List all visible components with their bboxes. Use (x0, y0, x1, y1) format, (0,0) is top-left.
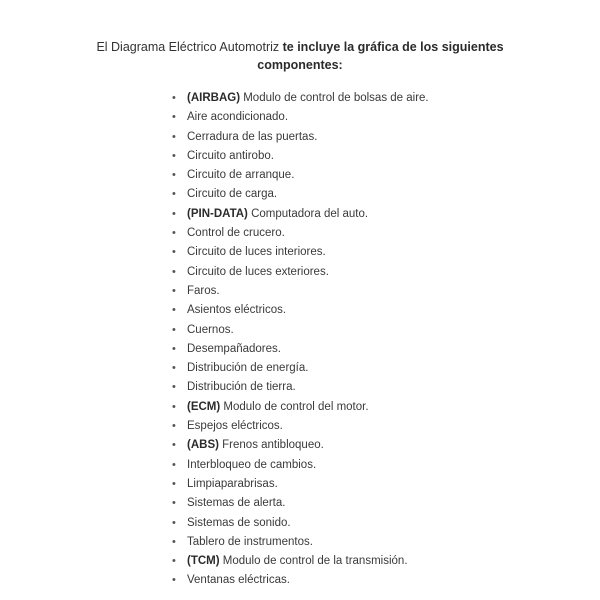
list-item (172, 147, 552, 166)
list-item-text: Circuito de luces interiores. (187, 246, 326, 259)
list-item (172, 378, 552, 397)
list-item-text: Circuito de carga. (187, 188, 278, 201)
list-item-tag: (PIN-DATA) (187, 207, 248, 220)
list-item (172, 321, 552, 340)
list-item (172, 108, 552, 127)
list-item-text: Modulo de control de la transmisión. (219, 555, 408, 568)
bullet-icon: • (172, 400, 176, 413)
bullet-icon: • (172, 497, 176, 510)
list-item-text: Circuito antirobo. (187, 149, 274, 162)
list-item (172, 494, 552, 513)
bullet-icon: • (172, 246, 176, 259)
list-item-text: Control de crucero. (187, 227, 285, 240)
list-item (172, 552, 552, 571)
bullet-icon: • (172, 169, 176, 182)
list-item-text: Computadora del auto. (247, 207, 369, 220)
bullet-icon: • (172, 477, 176, 490)
list-item-text: Modulo de control del motor. (220, 400, 369, 413)
bullet-icon: • (172, 304, 176, 317)
intro-normal-text: El Diagrama Eléctrico Automotriz (96, 40, 283, 54)
list-item (172, 301, 552, 320)
list-item-tag: (TCM) (187, 555, 220, 568)
list-item (172, 224, 552, 243)
list-item-tag: (ABS) (187, 439, 219, 452)
list-item (172, 533, 552, 552)
bullet-icon: • (172, 516, 176, 529)
bullet-icon: • (172, 207, 176, 220)
list-item (172, 282, 552, 301)
list-item (172, 128, 552, 147)
list-item (172, 340, 552, 359)
list-item-text: Limpiaparabrisas. (187, 477, 278, 490)
list-item (172, 243, 552, 262)
list-item-text: Espejos eléctricos. (187, 420, 283, 433)
bullet-icon: • (172, 439, 176, 452)
list-item (172, 436, 552, 455)
list-item (172, 514, 552, 533)
list-item-text: Tablero de instrumentos. (187, 535, 313, 548)
bullet-icon: • (172, 420, 176, 433)
bullet-icon: • (172, 381, 176, 394)
list-item-text: Circuito de luces exteriores. (187, 265, 329, 278)
list-item (172, 417, 552, 436)
list-item (172, 166, 552, 185)
list-item-text: Desempañadores. (187, 342, 281, 355)
bullet-icon: • (172, 265, 176, 278)
list-item-tag: (ECM) (187, 400, 221, 413)
bullet-icon: • (172, 362, 176, 375)
list-item (172, 263, 552, 282)
list-item-text: Sistemas de alerta. (187, 497, 286, 510)
bullet-icon: • (172, 535, 176, 548)
bullet-icon: • (172, 149, 176, 162)
component-list (172, 89, 552, 591)
intro-bold-text: te incluye la gráfica de los siguientes componentes: (257, 40, 504, 72)
bullet-icon: • (172, 130, 176, 143)
bullet-icon: • (172, 284, 176, 297)
list-item-text: Cuernos. (187, 323, 234, 336)
list-item (172, 89, 552, 108)
list-item-text: Distribución de energía. (187, 362, 309, 375)
list-item-tag: (AIRBAG) (187, 92, 241, 104)
bullet-icon: • (172, 111, 176, 124)
list-item (172, 456, 552, 475)
bullet-icon: • (172, 227, 176, 240)
list-item (172, 185, 552, 204)
list-item-text: Circuito de arranque. (187, 169, 295, 182)
list-item-text: Faros. (187, 284, 220, 297)
list-item (172, 398, 552, 417)
list-item-text: Modulo de control de bolsas de aire. (240, 92, 429, 104)
bullet-icon: • (172, 574, 176, 587)
list-item-text: Frenos antibloqueo. (218, 439, 324, 452)
list-item (172, 571, 552, 590)
list-item-text: Asientos eléctricos. (187, 304, 287, 317)
list-item (172, 359, 552, 378)
list-item-text: Distribución de tierra. (187, 381, 296, 394)
list-item-text: Cerradura de las puertas. (187, 130, 318, 143)
list-item (172, 475, 552, 494)
list-item-text: Ventanas eléctricas. (187, 574, 290, 587)
list-item-text: Interbloqueo de cambios. (187, 458, 317, 471)
list-item (172, 205, 552, 224)
bullet-icon: • (172, 92, 176, 104)
bullet-icon: • (172, 323, 176, 336)
bullet-icon: • (172, 458, 176, 471)
bullet-icon: • (172, 188, 176, 201)
bullet-icon: • (172, 342, 176, 355)
bullet-icon: • (172, 555, 176, 568)
list-item-text: Aire acondicionado. (187, 111, 289, 124)
intro-paragraph (90, 38, 510, 74)
list-item-text: Sistemas de sonido. (187, 516, 291, 529)
